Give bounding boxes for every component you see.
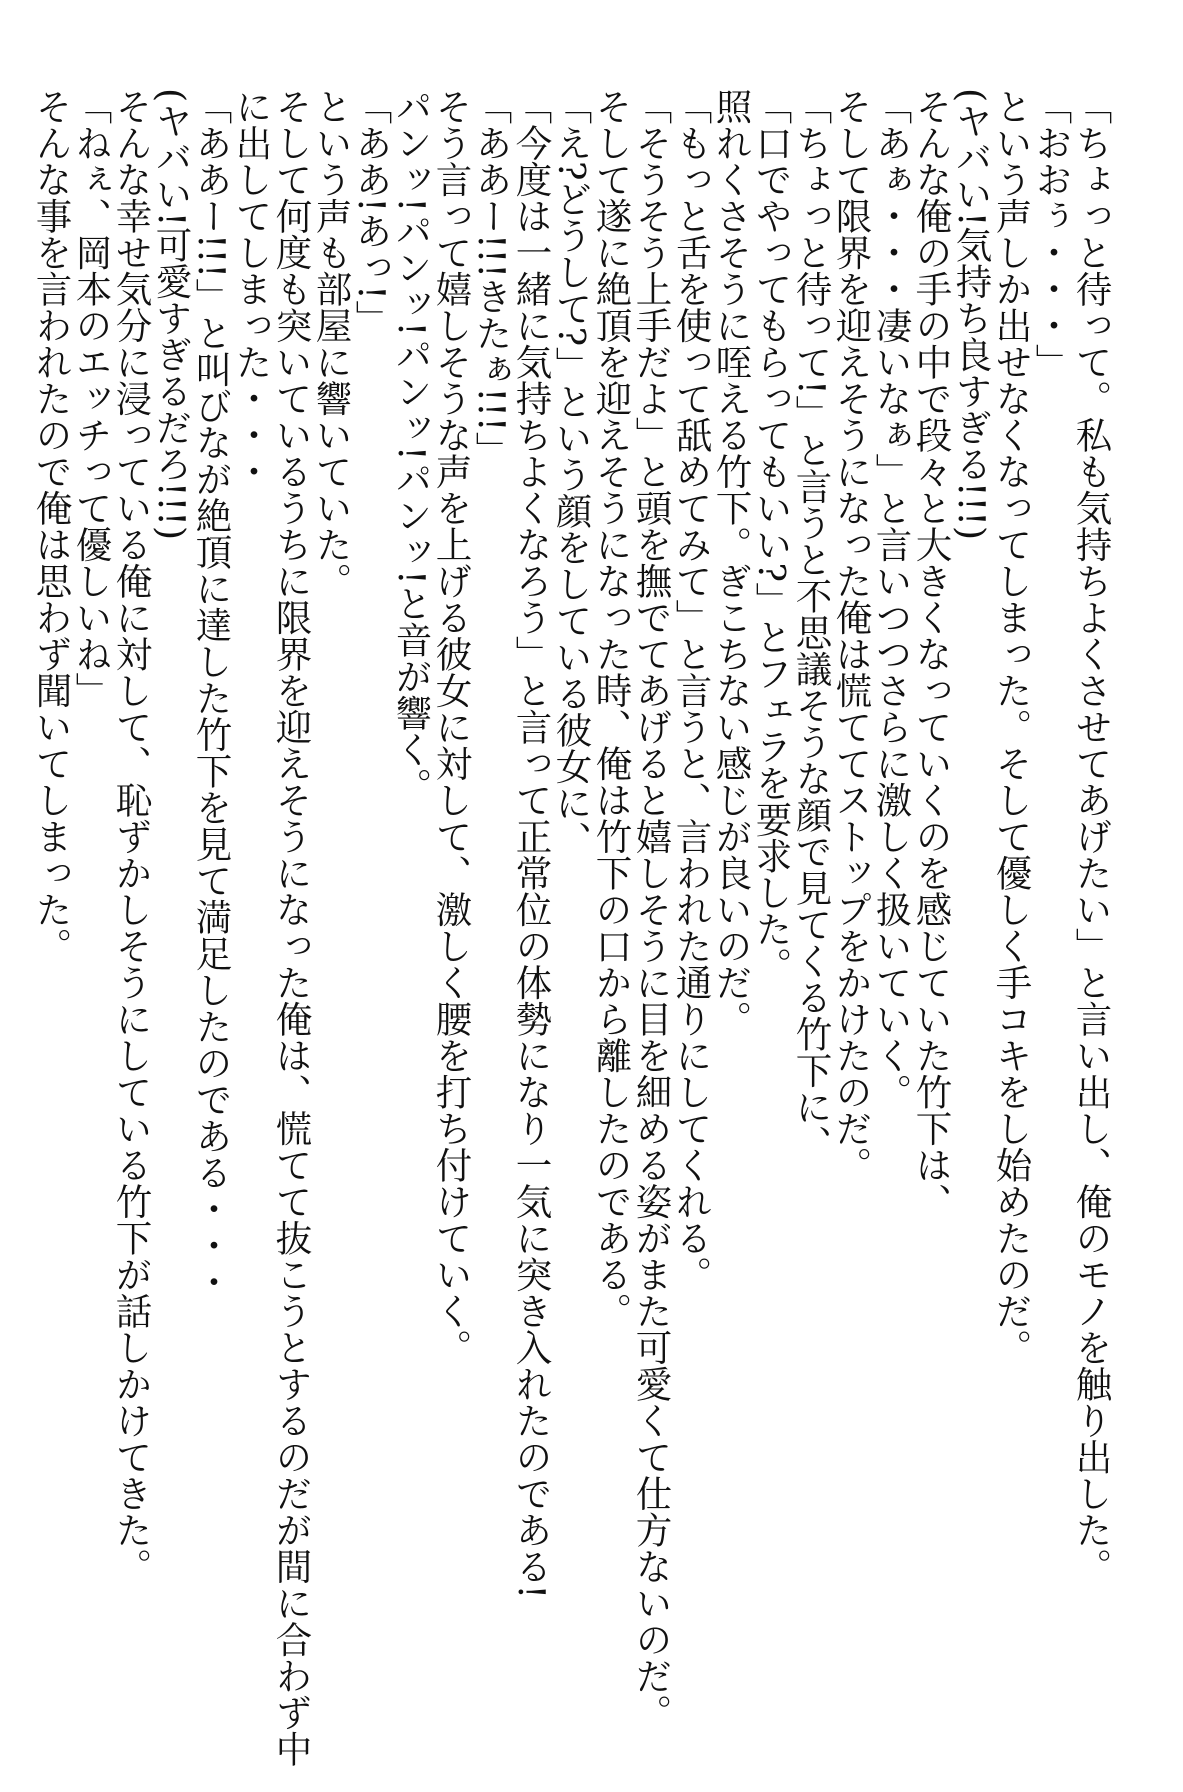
text-line: そんな俺の手の中で段々と大きくなっていくのを感じていた竹下は、 [910, 88, 953, 1220]
text-line: という声しか出せなくなってしまった。そして優しく手コキをし始めたのだ。 [990, 88, 1033, 1366]
text-line: 「もっと舌を使って舐めてみて」と言うと、言われた通りにしてくれる。 [670, 88, 713, 1293]
text-line: 「口でやってもらってもいい?」とフェラを要求した。 [750, 88, 793, 984]
text-line: 「え?どうして?」という顔をしている彼女に、 [550, 88, 593, 858]
text-line: 「ちょっと待って!」と言うと不思議そうな顔で見てくる竹下に、 [790, 88, 833, 1162]
text-line: 照れくさそうに咥える竹下。ぎこちない感じが良いのだ。 [710, 88, 753, 1037]
text-line: 「あぁ・・・凄いなぁ」と言いつつさらに激しく扱いていく。 [870, 88, 913, 1110]
text-line: 「ああ!あっ!」 [350, 88, 393, 337]
text-line: (ヤバい!可愛すぎるだろ!!!) [150, 88, 193, 541]
text-line: そんな幸せ気分に浸っている俺に対して、恥ずかしそうにしている竹下が話しかけてきた。 [110, 88, 153, 1585]
text-line: そして何度も突いているうちに限界を迎えそうになった俺は、慌てて抜こうとするのだが間に合わず中 [270, 88, 313, 1767]
text-line: に出してしまった・・・ [230, 88, 273, 490]
text-line: 「そうそう上手だよ」と頭を撫でてあげると嬉しそうに目を細める姿がまた可愛くて仕方ないのだ。 [630, 88, 673, 1731]
text-line: (ヤバい!気持ち良すぎる!!!) [950, 88, 993, 541]
text-line: 「おおぅ・・・」 [1030, 88, 1073, 380]
text-line: 「ああー!!!」と叫びなが絶頂に達した竹下を見て満足したのである・・・ [190, 88, 233, 1301]
text-line: 「今度は一緒に気持ちよくなろう」と言って正常位の体勢になり一気に突き入れたのである! [510, 88, 553, 1600]
text-line: そう言って嬉しそうな声を上げる彼女に対して、激しく腰を打ち付けていく。 [430, 88, 473, 1366]
text-line: そして遂に絶頂を迎えそうになった時、俺は竹下の口から離したのである。 [590, 88, 633, 1329]
text-line: 「ねぇ、岡本のエッチって優しいね」 [70, 88, 113, 709]
text-line: そして限界を迎えそうになった俺は慌ててストップをかけたのだ。 [830, 88, 873, 1183]
text-line: パンッ!パンッ!パンッ!パンッ!と音が響く。 [390, 88, 433, 804]
text-line: 「ちょっと待って。私も気持ちよくさせてあげたい」と言い出し、俺のモノを触り出した。 [1070, 88, 1113, 1585]
vertical-text-body [30, 88, 1113, 1767]
text-line: 「ああー!!!きたぁ!!!」 [470, 88, 513, 469]
text-line: という声も部屋に響いていた。 [310, 88, 353, 599]
text-line: そんな事を言われたので俺は思わず聞いてしまった。 [30, 88, 73, 964]
